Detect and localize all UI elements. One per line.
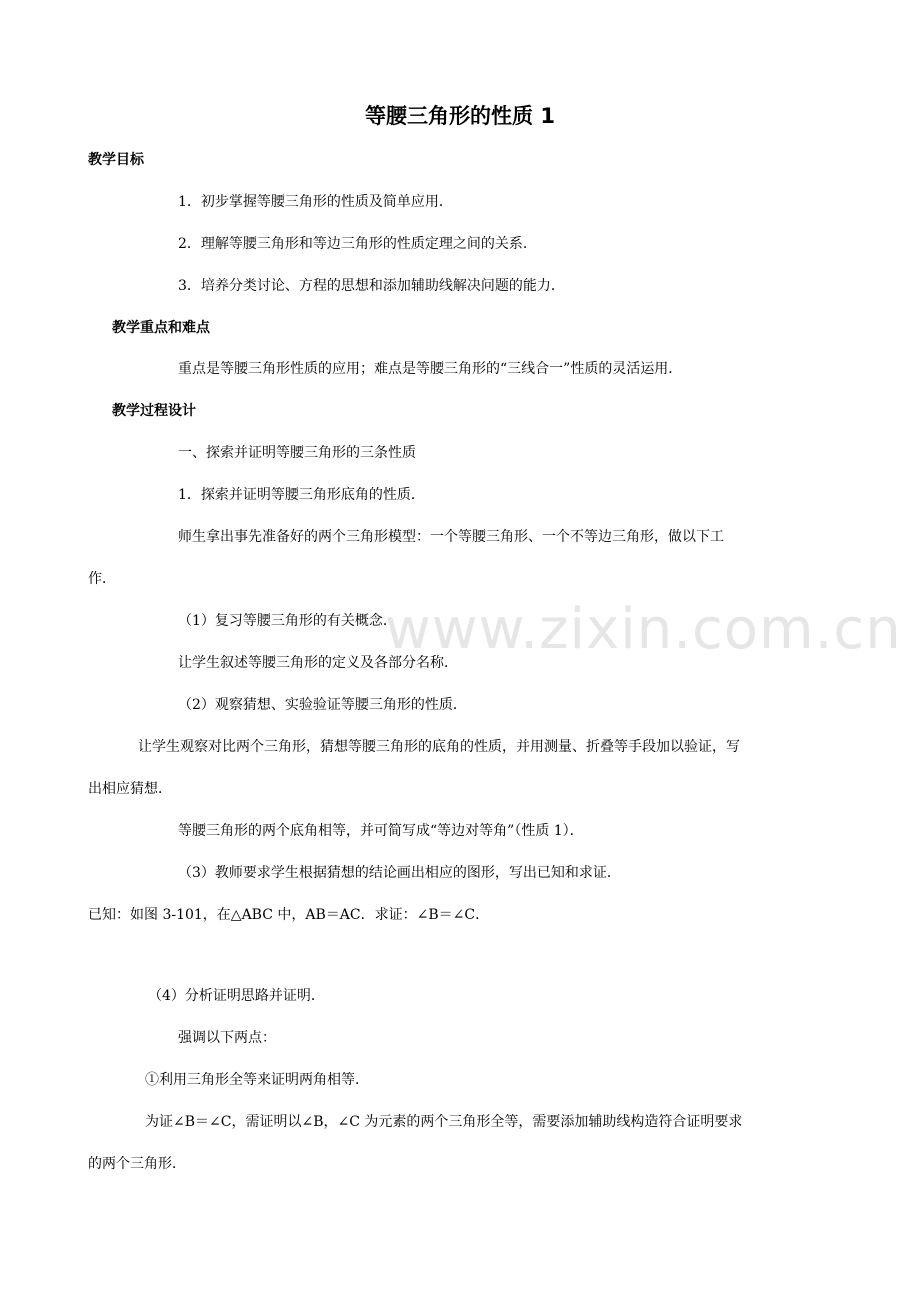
process-line-3: 师生拿出事先准备好的两个三角形模型：一个等腰三角形、一个不等边三角形，做以下工 <box>178 529 724 545</box>
process-line-5: （1）复习等腰三角形的有关概念． <box>178 613 397 629</box>
watermark: www.zixin.com.cn <box>385 597 902 662</box>
process-line-7: （2）观察猜想、实验验证等腰三角形的性质． <box>178 697 467 713</box>
process-line-1: 一、探索并证明等腰三角形的三条性质 <box>178 445 416 461</box>
section-heading-goals: 教学目标 <box>88 152 144 168</box>
process-line-6: 让学生叙述等腰三角形的定义及各部分名称． <box>178 655 458 671</box>
process-line-10: 等腰三角形的两个底角相等，并可简写成“等边对等角”（性质 1）． <box>178 823 584 839</box>
goal-item-3: 3．培养分类讨论、方程的思想和添加辅助线解决问题的能力． <box>178 278 565 294</box>
process-line-16: 为证∠B＝∠C，需证明以∠B，∠C 为元素的两个三角形全等，需要添加辅助线构造符合证明要求 <box>145 1114 743 1130</box>
document-title: 等腰三角形的性质 1 <box>365 104 555 128</box>
section-heading-process: 教学过程设计 <box>112 403 196 419</box>
process-line-8: 让学生观察对比两个三角形，猜想等腰三角形的底角的性质，并用测量、折叠等手段加以验证，写 <box>138 739 740 755</box>
process-line-11: （3）教师要求学生根据猜想的结论画出相应的图形，写出已知和求证． <box>178 865 621 881</box>
process-line-12: 已知：如图 3-101，在△ABC 中，AB＝AC．求证：∠B＝∠C． <box>88 907 490 923</box>
key-points-text: 重点是等腰三角形性质的应用；难点是等腰三角形的“三线合一”性质的灵活运用． <box>178 361 683 377</box>
process-line-15: ①利用三角形全等来证明两角相等． <box>145 1072 369 1088</box>
process-line-13: （4）分析证明思路并证明． <box>148 988 325 1004</box>
process-line-14: 强调以下两点： <box>178 1030 276 1046</box>
process-line-4: 作． <box>88 571 116 587</box>
process-line-9: 出相应猜想． <box>88 781 172 797</box>
goal-item-1: 1．初步掌握等腰三角形的性质及简单应用． <box>178 194 453 210</box>
goal-item-2: 2．理解等腰三角形和等边三角形的性质定理之间的关系． <box>178 236 537 252</box>
section-heading-key-points: 教学重点和难点 <box>112 320 210 336</box>
process-line-2: 1．探索并证明等腰三角形底角的性质． <box>178 487 425 503</box>
process-line-17: 的两个三角形． <box>88 1156 186 1172</box>
